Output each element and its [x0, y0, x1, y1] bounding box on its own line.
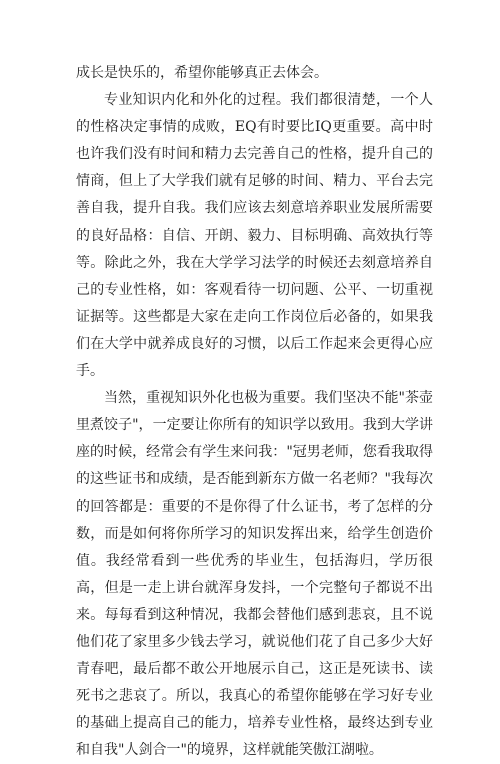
paragraph-internalization: 专业知识内化和外化的过程。我们都很清楚，一个人的性格决定事情的成败，EQ有时要比IQ更重要。高中时也许我们没有时间和精力去完善自己的性格，提升自己的情商，但上了大学我们就有足够的时间、精力、平台去完善自我，提升自我。我们应该去刻意培养职业发展所需要的良好品格：自信、开朗、毅力、目标明确、高效执行等等。除此之外，我在大学学习法学的时候还去刻意培养自己的专业性格，如：客观看待一切问题、公平、一切重视证据等。这些都是大家在走向工作岗位后必备的，如果我们在大学中就养成良好的习惯，以后工作起来会更得心应手。 [76, 92, 433, 380]
document-body [76, 60, 433, 764]
paragraph-externalization: 当然，重视知识外化也极为重要。我们坚决不能"茶壶里煮饺子"，一定要让你所有的知识学以致用。我到大学讲座的时候，经常会有学生来问我："冠男老师，您看我取得的这些证书和成绩，是否能到新东方做一名老师？"我每次的回答都是：重要的不是你得了什么证书，考了怎样的分数，而是如何将你所学习的知识发挥出来，给学生创造价值。我经常看到一些优秀的毕业生，包括海归，学历很高，但是一走上讲台就浑身发抖，一个完整句子都说不出来。每每看到这种情况，我都会替他们感到悲哀，且不说他们花了家里多少钱去学习，就说他们花了自己多少大好青春吧，最后都不敢公开地展示自己，这正是死读书、读死书之悲哀了。所以，我真心的希望你能够在学习好专业的基础上提高自己的能力，培养专业性格，最终达到专业和自我"人剑合一"的境界，这样就能笑傲江湖啦。 [76, 390, 433, 759]
paragraph-intro-closing: 成长是快乐的，希望你能够真正去体会。 [76, 65, 328, 81]
